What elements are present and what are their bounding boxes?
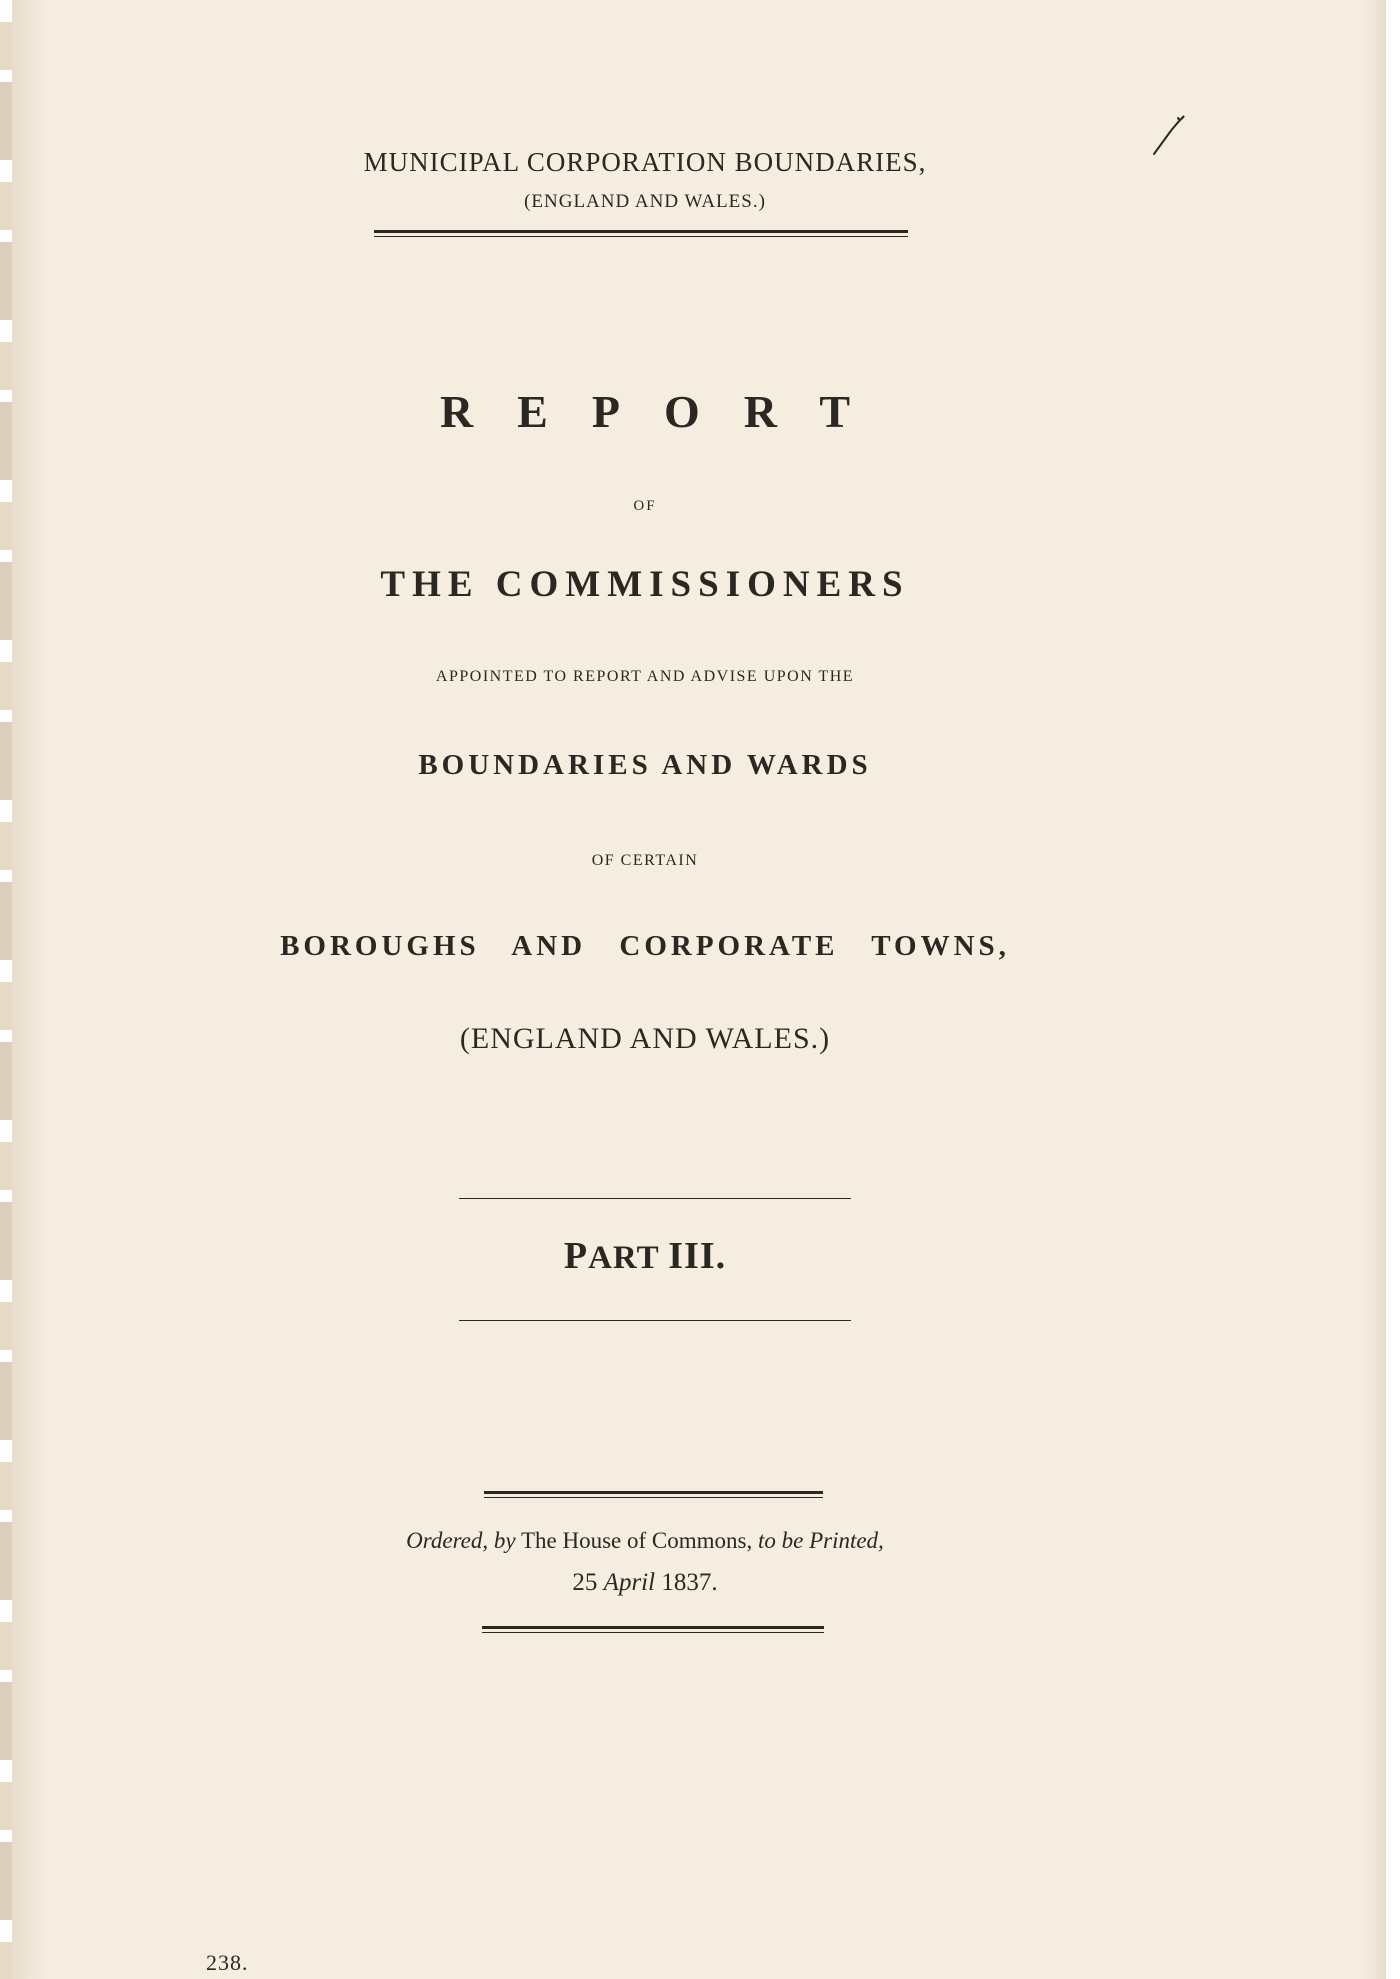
part-top-rule bbox=[459, 1198, 851, 1199]
part-bottom-rule bbox=[459, 1320, 851, 1321]
ordered-by: Ordered, by bbox=[406, 1528, 516, 1553]
part-numeral: III. bbox=[668, 1235, 727, 1277]
ordered-line bbox=[0, 1528, 1290, 1554]
boroughs-heading: BOROUGHS AND CORPORATE TOWNS, bbox=[280, 930, 1010, 962]
torn-binding-edge bbox=[0, 0, 12, 1979]
date-year: 1837. bbox=[661, 1569, 718, 1596]
running-header-subtitle: (ENGLAND AND WALES.) bbox=[524, 191, 766, 212]
part-word-rest: ART bbox=[588, 1240, 659, 1276]
boundaries-heading: BOUNDARIES AND WARDS bbox=[418, 749, 872, 781]
date-month: April bbox=[603, 1569, 656, 1596]
report-title: REPORT bbox=[439, 386, 895, 437]
appointed-line: APPOINTED TO REPORT AND ADVISE UPON THE bbox=[435, 668, 855, 685]
part-initial: P bbox=[563, 1235, 589, 1277]
imprint-top-rule bbox=[484, 1491, 823, 1498]
imprint-bottom-rule bbox=[482, 1626, 824, 1633]
header-double-rule bbox=[374, 230, 908, 237]
part-heading bbox=[0, 1234, 1290, 1278]
running-header-title: MUNICIPAL CORPORATION BOUNDARIES, bbox=[363, 147, 927, 177]
commissioners-heading: THE COMMISSIONERS bbox=[380, 564, 910, 605]
to-be-printed: to be Printed, bbox=[757, 1528, 884, 1553]
sessional-paper-number: 238. bbox=[206, 1950, 249, 1975]
of-connector: OF bbox=[633, 498, 657, 514]
england-wales-line: (ENGLAND AND WALES.) bbox=[459, 1022, 831, 1055]
of-certain-line: OF CERTAIN bbox=[591, 852, 699, 869]
date-day: 25 bbox=[572, 1569, 598, 1596]
print-date bbox=[0, 1569, 1290, 1597]
house-of-commons: The House of Commons, bbox=[520, 1528, 753, 1553]
